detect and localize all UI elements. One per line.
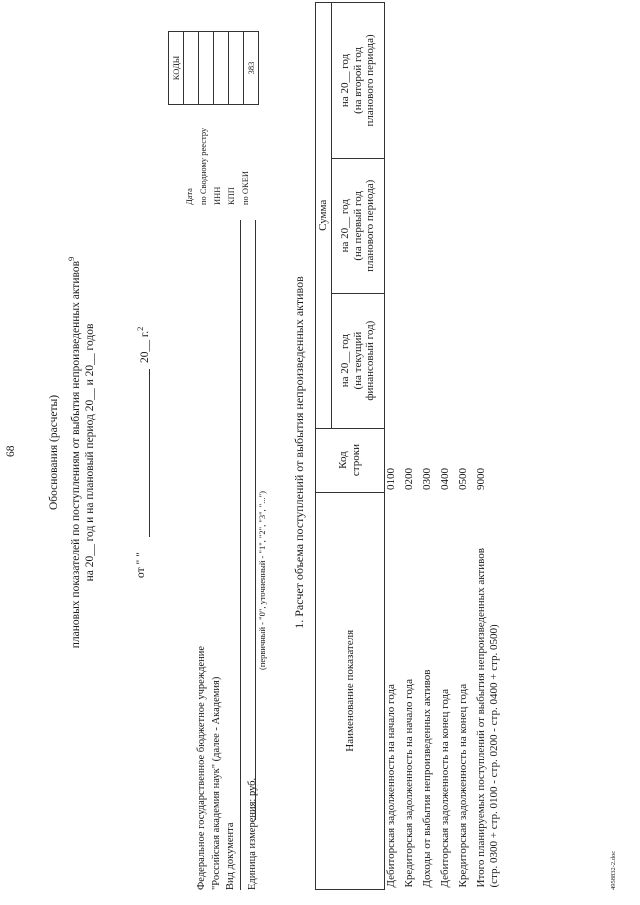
row-code: 0300 <box>421 468 433 491</box>
table-row <box>385 3 404 890</box>
header-second-plan-year: на 20__ год (на второй год планового периода) <box>331 3 384 159</box>
code-label-okei: по ОКЕИ <box>240 170 250 205</box>
main-table <box>315 2 500 890</box>
row-value[interactable] <box>439 3 457 159</box>
row-value[interactable] <box>475 158 500 293</box>
row-code: 0200 <box>403 468 415 491</box>
date-prefix: от " " <box>135 552 147 578</box>
row-value[interactable] <box>403 293 421 428</box>
doc-type-underline <box>255 220 256 820</box>
row-name: Кредиторская задолженность на начало года <box>403 679 415 888</box>
codes-labels <box>168 128 252 205</box>
code-value-registry[interactable] <box>199 32 214 105</box>
header-code: Код строки <box>316 428 385 492</box>
row-name: Дебиторская задолженность на начало года <box>385 684 397 888</box>
codes-table <box>168 31 259 105</box>
row-value[interactable] <box>475 3 500 159</box>
codes-header: КОДЫ <box>169 32 184 105</box>
row-name: Дебиторская задолженность на конец года <box>439 688 451 888</box>
row-value[interactable] <box>439 158 457 293</box>
row-value[interactable] <box>457 3 475 159</box>
table-row <box>403 3 421 890</box>
row-value[interactable] <box>475 293 500 428</box>
header-name: Наименование показателя <box>316 492 385 889</box>
org-line-2: "Российская академия наук" (далее - Академия) <box>210 676 222 890</box>
org-underline <box>240 220 241 890</box>
row-value[interactable] <box>403 3 421 159</box>
table-row <box>457 3 475 890</box>
row-value[interactable] <box>385 293 404 428</box>
row-name: Кредиторская задолженность на конец года <box>457 683 469 888</box>
code-value-date[interactable] <box>184 32 199 105</box>
row-value[interactable] <box>421 3 439 159</box>
row-value[interactable] <box>385 158 404 293</box>
table-row <box>421 3 439 890</box>
row-value[interactable] <box>421 158 439 293</box>
date-year: 20__ г.$^2$ <box>135 326 151 363</box>
section-title: 1. Расчет объема поступлений от выбытия непроизведенных активов <box>292 276 306 629</box>
header-first-plan-year: на 20__ год (на первый год планового периода) <box>331 158 384 293</box>
row-value[interactable] <box>403 158 421 293</box>
title-line-3: на 20__ год и на плановый период 20__ и 20__ годов <box>84 323 96 582</box>
title-line-2: плановых показателей по поступлениям от выбытия непроизведенных активов$^9$ <box>66 256 82 649</box>
row-name: Доходы от выбытия непроизведенных активов <box>421 669 433 888</box>
org-line-1: Федеральное государственное бюджетное учреждение <box>196 645 207 890</box>
table-row <box>439 3 457 890</box>
org-block <box>195 646 260 890</box>
header-current-year: на 20__ год (на текущий финансовый год) <box>331 293 384 428</box>
date-underline <box>149 369 150 537</box>
code-label-registry: по Сводному реестру <box>198 127 208 205</box>
row-code: 0400 <box>439 468 451 491</box>
header-sum: Сумма <box>316 3 332 429</box>
doc-type-label: Вид документа <box>225 822 236 890</box>
code-value-inn[interactable] <box>214 32 229 105</box>
code-value-okei[interactable]: 383 <box>244 32 259 105</box>
footer-doc-id: 4958832-2.doc <box>610 850 617 890</box>
row-value[interactable] <box>439 293 457 428</box>
row-code: 0100 <box>385 468 397 491</box>
row-name: Итого планируемых поступлений от выбытия непроизведенных активов (стр. 0300 + стр. 0100 - стр. 0200 - стр. 0400 + стр. 0500) <box>475 548 500 888</box>
row-value[interactable] <box>385 3 404 159</box>
row-value[interactable] <box>457 158 475 293</box>
row-value[interactable] <box>421 293 439 428</box>
row-value[interactable] <box>457 293 475 428</box>
code-value-kpp[interactable] <box>229 32 244 105</box>
footnote-marker: 9 <box>66 256 76 261</box>
code-label-inn: ИНН <box>212 186 222 205</box>
unit-label: Единица измерения: руб. <box>246 777 258 890</box>
row-code: 9000 <box>475 468 487 491</box>
table-row <box>475 3 500 890</box>
code-label-date: Дата <box>184 188 194 205</box>
doc-type-hint: (первичный - "0", уточненный - "1", "2", "3", "...") <box>257 491 267 670</box>
code-label-kpp: КПП <box>226 187 236 205</box>
title-line-1: Обоснования (расчеты) <box>48 394 60 511</box>
row-code: 0500 <box>457 468 469 491</box>
page-number: 68 <box>5 445 17 457</box>
